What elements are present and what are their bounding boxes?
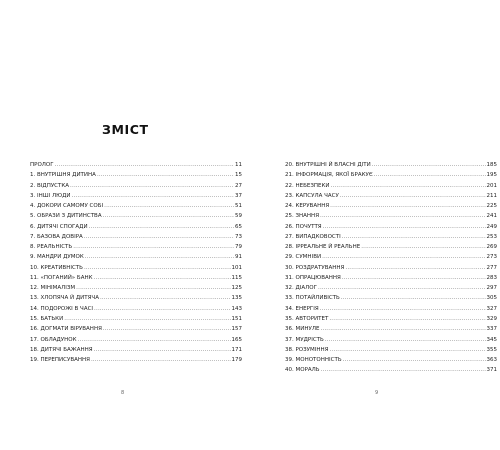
toc-entry-page: 27 (235, 182, 242, 189)
dot-leader (340, 191, 486, 201)
toc-entry-title: 18. ДИТЯЧІ БАЖАННЯ (30, 346, 93, 353)
dot-leader (374, 170, 486, 180)
toc-entry-title: 15. БАТЬКИ (30, 315, 64, 322)
dot-leader (85, 252, 234, 262)
toc-entry (285, 191, 497, 201)
toc-entry-page: 101 (231, 264, 242, 271)
toc-entry (30, 335, 242, 345)
toc-entry (30, 314, 242, 324)
dot-leader (55, 160, 234, 170)
toc-entry (285, 304, 497, 314)
toc-entry (30, 201, 242, 211)
dot-leader (329, 314, 485, 324)
toc-entry-title: 23. КАПСУЛА ЧАСУ (285, 192, 339, 199)
toc-entry (30, 304, 242, 314)
toc-entry (285, 222, 497, 232)
toc-entry-page: 179 (231, 357, 242, 364)
toc-entry-title: 38. РОЗУМІННЯ (285, 346, 329, 353)
toc-entry-title: 40. МОРАЛЬ (285, 367, 320, 374)
toc-entry-title: 12. МІНІМАЛІЗМ (30, 285, 76, 292)
toc-entry-title: 3. ІНШІ ЛЮДИ (30, 192, 71, 199)
toc-entry-title: 27. ВИПАДКОВОСТІ (285, 233, 341, 240)
toc-entry-page: 73 (235, 233, 242, 240)
toc-column-right (285, 160, 497, 376)
toc-entry (30, 222, 242, 232)
toc-entry (285, 232, 497, 242)
toc-entry-page: 195 (486, 172, 497, 179)
toc-entry (285, 242, 497, 252)
toc-entry-title: 29. СУМНІВИ (285, 254, 322, 261)
toc-entry-page: 269 (486, 244, 497, 251)
toc-entry-page: 37 (235, 192, 242, 199)
toc-entry (30, 232, 242, 242)
dot-leader (330, 201, 485, 211)
toc-entry (30, 293, 242, 303)
toc-title: ЗМІСТ (102, 122, 149, 137)
dot-leader (345, 263, 485, 273)
dot-leader (94, 273, 231, 283)
toc-entry-title: 17. ОБЛАДУНОК (30, 336, 77, 343)
toc-entry-title: 2. ВІДПУСТКА (30, 182, 70, 189)
toc-entry (285, 345, 497, 355)
toc-entry-page: 273 (486, 254, 497, 261)
dot-leader (321, 365, 486, 375)
toc-entry-page: 201 (486, 182, 497, 189)
toc-entry-page: 337 (486, 326, 497, 333)
toc-entry-page: 59 (235, 213, 242, 220)
toc-entry (30, 283, 242, 293)
toc-entry-title: 8. РЕАЛЬНІСТЬ (30, 244, 73, 251)
toc-entry-page: 11 (235, 162, 242, 168)
toc-entry-page: 143 (231, 305, 242, 312)
dot-leader (100, 293, 231, 303)
dot-leader (103, 211, 234, 221)
dot-leader (103, 324, 231, 334)
dot-leader (372, 160, 486, 170)
toc-entry-title: 30. РОЗДРАТУВАННЯ (285, 264, 345, 271)
toc-entry-title: 32. ДІАЛОГ (285, 285, 317, 292)
toc-entry (30, 160, 242, 170)
toc-entry-page: 91 (235, 254, 242, 261)
dot-leader (361, 242, 485, 252)
toc-entry-title: 1. ВНУТРІШНЯ ДИТИНА (30, 172, 96, 179)
toc-entry-title: 20. ВНУТРІШНІ Й ВЛАСНІ ДІТИ (285, 162, 371, 168)
toc-entry (285, 170, 497, 180)
dot-leader (329, 345, 485, 355)
dot-leader (320, 304, 486, 314)
toc-entry-page: 277 (486, 264, 497, 271)
toc-entry-title: 36. МИНУЛЕ (285, 326, 320, 333)
dot-leader (331, 181, 486, 191)
toc-entry-title: 11. «ПОГАНИЙ» БАНК (30, 274, 93, 281)
toc-entry-page: 65 (235, 223, 242, 230)
toc-entry-title: 37. МУДРІСТЬ (285, 336, 324, 343)
toc-entry-title: 39. МОНОТОННІСТЬ (285, 357, 342, 364)
toc-entry-page: 79 (235, 244, 242, 251)
toc-entry-page: 185 (486, 162, 497, 168)
toc-entry-title: 35. АВТОРИТЕТ (285, 315, 329, 322)
toc-entry-title: 21. ІНФОРМАЦІЯ, ЯКОЇ БРАКУЄ (285, 172, 373, 179)
toc-entry-page: 297 (486, 285, 497, 292)
dot-leader (320, 211, 485, 221)
toc-entry-page: 151 (231, 315, 242, 322)
toc-entry (285, 283, 497, 293)
toc-entry (285, 365, 497, 375)
dot-leader (84, 232, 234, 242)
dot-leader (84, 263, 231, 273)
toc-entry (30, 263, 242, 273)
toc-entry-title: 31. ОПРАЦЮВАННЯ (285, 274, 341, 281)
dot-leader (318, 283, 486, 293)
toc-entry-page: 305 (486, 295, 497, 302)
toc-entry (30, 252, 242, 262)
toc-entry-page: 171 (231, 346, 242, 353)
dot-leader (73, 242, 234, 252)
toc-entry-page: 345 (486, 336, 497, 343)
toc-entry-title: 26. ПОЧУТТЯ (285, 223, 322, 230)
toc-entry-page: 135 (231, 295, 242, 302)
toc-entry-title: 34. ЕНЕРГІЯ (285, 305, 319, 312)
toc-entry-page: 283 (486, 274, 497, 281)
dot-leader (76, 283, 230, 293)
toc-entry-page: 125 (231, 285, 242, 292)
toc-entry (285, 201, 497, 211)
dot-leader (89, 222, 234, 232)
dot-leader (322, 252, 485, 262)
dot-leader (97, 170, 234, 180)
toc-entry-page: 253 (486, 233, 497, 240)
toc-entry (30, 181, 242, 191)
toc-entry-title: 6. ДИТЯЧІ СПОГАДИ (30, 223, 88, 230)
toc-entry-page: 157 (231, 326, 242, 333)
dot-leader (78, 335, 231, 345)
toc-entry-title: 19. ПЕРЕПИСУВАННЯ (30, 357, 90, 364)
toc-entry (30, 355, 242, 365)
toc-entry-page: 115 (231, 274, 242, 281)
toc-entry-title: 16. ДОГМАТИ ВІРУВАННЯ (30, 326, 102, 333)
toc-entry (285, 314, 497, 324)
dot-leader (320, 324, 485, 334)
toc-entry-page: 249 (486, 223, 497, 230)
dot-leader (94, 304, 230, 314)
toc-entry-title: 28. ІРРЕАЛЬНЕ Й РЕАЛЬНЕ (285, 244, 361, 251)
dot-leader (104, 201, 234, 211)
toc-entry (285, 335, 497, 345)
toc-entry (30, 242, 242, 252)
toc-entry-title: 7. БАЗОВА ДОВІРА (30, 233, 83, 240)
toc-entry-page: 371 (486, 367, 497, 374)
toc-entry (285, 181, 497, 191)
toc-entry-page: 211 (486, 192, 497, 199)
toc-entry-page: 225 (486, 203, 497, 210)
toc-entry (285, 293, 497, 303)
toc-entry (285, 273, 497, 283)
toc-entry-page: 329 (486, 315, 497, 322)
toc-entry-title: 14. ПОДОРОЖІ В ЧАСІ (30, 305, 94, 312)
toc-entry (30, 324, 242, 334)
toc-entry-title: 9. МАНДРИ ДУМОК (30, 254, 84, 261)
toc-entry (30, 191, 242, 201)
toc-entry-page: 355 (486, 346, 497, 353)
toc-entry-title: 24. КЕРУВАННЯ (285, 203, 330, 210)
toc-entry (285, 355, 497, 365)
toc-entry (285, 324, 497, 334)
toc-entry (285, 263, 497, 273)
toc-entry (30, 211, 242, 221)
page-number-right: 9 (375, 390, 379, 396)
dot-leader (342, 232, 486, 242)
dot-leader (325, 335, 486, 345)
dot-leader (341, 293, 486, 303)
dot-leader (91, 355, 231, 365)
dot-leader (323, 222, 486, 232)
toc-entry-page: 15 (235, 172, 242, 179)
toc-entry-title: 10. КРЕАТИВНІСТЬ (30, 264, 83, 271)
toc-entry (30, 170, 242, 180)
toc-entry (30, 273, 242, 283)
toc-entry (285, 160, 497, 170)
toc-entry-title: ПРОЛОГ (30, 162, 54, 168)
toc-entry-title: 13. ХЛОПЯЧА Й ДИТЯЧА (30, 295, 99, 302)
dot-leader (72, 191, 235, 201)
toc-entry-title: 22. НЕБЕЗПЕКИ (285, 182, 330, 189)
toc-entry-title: 33. ПОТАЙЛИВІСТЬ (285, 295, 340, 302)
toc-entry-title: 4. ДОКОРИ САМОМУ СОБІ (30, 203, 104, 210)
toc-entry-page: 51 (235, 203, 242, 210)
toc-entry-page: 241 (486, 213, 497, 220)
dot-leader (342, 273, 486, 283)
toc-entry (285, 252, 497, 262)
toc-entry (30, 345, 242, 355)
toc-entry-title: 5. ОБРАЗИ З ДИТИНСТВА (30, 213, 102, 220)
toc-entry (285, 211, 497, 221)
toc-entry-title: 25. ЗНАННЯ (285, 213, 320, 220)
toc-entry-page: 327 (486, 305, 497, 312)
page-number-left: 8 (121, 390, 125, 396)
dot-leader (64, 314, 230, 324)
dot-leader (343, 355, 486, 365)
dot-leader (70, 181, 234, 191)
dot-leader (94, 345, 231, 355)
toc-entry-page: 363 (486, 357, 497, 364)
toc-entry-page: 165 (231, 336, 242, 343)
toc-column-left (30, 160, 242, 365)
